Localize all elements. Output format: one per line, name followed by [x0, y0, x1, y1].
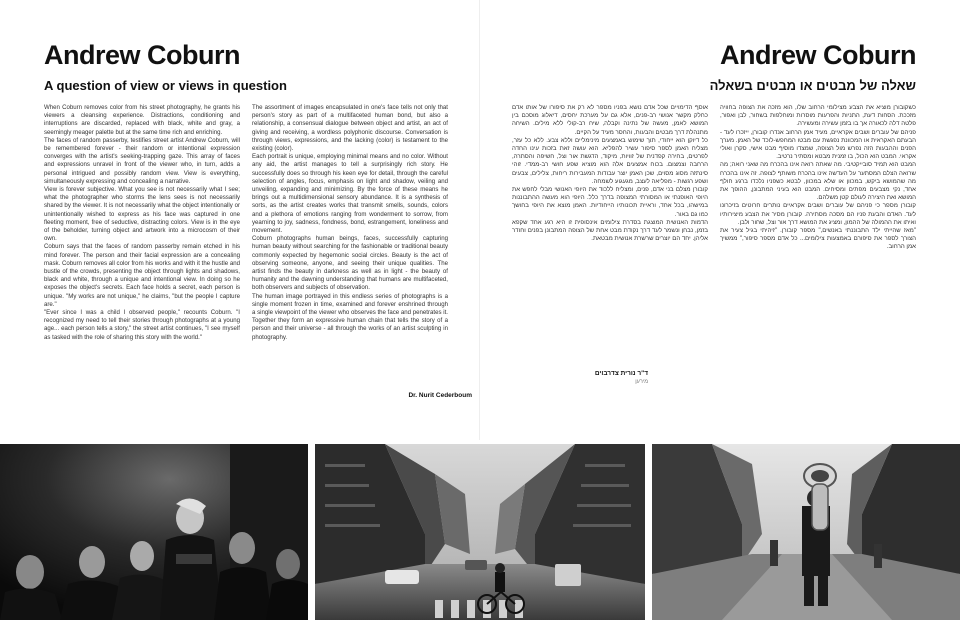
page-subtitle: A question of view or views in question [44, 78, 287, 93]
paragraph: קובורן מספר כי פניהם של עוברים ושבים אקראיים נותרים חרוטים בזיכרונו לעד. האדם והבעת פניו הם מסכה מסתירה. קובורן מסיר את הצבע מיצירותיו ואיתו את ההמולה של ההמון, ומציג את המושא דרך אור וצל, שחור ולבן. [720, 202, 916, 226]
page-subtitle-hebrew: שאלה של מבטים או מבטים בשאלה [709, 78, 916, 93]
paragraph: קובורן מצלם בני אדם, פנים, ומצליח ללכוד את היופי האנושי מבלי לחפש את היופי האופנתי או המסורתי המצופה בדרך כלל. היופי הוא מעשה ההתבוננות במישהו, בכל אחד, וראיית תכונותיו הייחודיות. האמן מוצא את היופי בחושך כמו גם באור. [512, 186, 708, 218]
paragraph: Each portrait is unique, employing minimal means and no color. Without any aid, the artist manages to tell a surprisingly rich story. He successfully does so through his keen eye for detail, through the careful selection of angles, focus, emphasis on light and shadow, veiling and unveiling, expanding and minimizing. By the force of these means he brings out a multidimensional sensory abundance. It is a synthesis of sorts, as the artist creates works that transmit smells, sounds, colors and a plethora of emotions ranging from wonderment to sorrow, from yearning to joy, sadness, fondness, bond, estrangement, loneliness and movement. [252, 153, 448, 235]
paragraph: The human image portrayed in this endless series of photographs is a single moment frozen in time, examined and forever enshrined through a single viewpoint of the viewer who observes the face and penetrates it. Together they form an expressive human chain that tells the story of a person and their universe - all through the works of an artist sculpting in photography. [252, 292, 448, 341]
photo-city-street [315, 444, 645, 620]
paragraph: הדמות האנושית המוצגת בסדרת צילומים אינסופית זו היא רגע אחד שקפא בזמן, נבחן ונשמר לעד דרך נקודת מבט אחת של הצופה המתבונן בפנים וחודר אליהן. יחד הם יוצרים שרשרת אנושית מבטאת. [512, 218, 708, 243]
page-title: Andrew Coburn [44, 40, 240, 70]
text-column-hebrew-2 [512, 104, 708, 243]
paragraph: Coburn photographs human beings, faces, successfully capturing human beauty without searching for the fashionable or traditional beauty commonly expected by hegemonic social circles. Beauty is the act of observing someone, anyone, and seeing their unique qualities. The artist finds the beauty in darkness as well as in light - the beauty of humanity and the dawning understanding that humans are multifaceted, both observers and subjects of observation. [252, 235, 448, 292]
signature-role: מירען [635, 379, 648, 385]
paragraph: אוסף הדימויים שכל אדם נושא בפניו מספר לא רק את סיפורו של אותו אדם כחלק מקשר אנושי רב-פנים, אלא גם על מערכת יחסים, דיאלוג מוסכם בין המושא לאמן, מעשה של נתינה וקבלה, שיח רב-קולי ללא מילים. השיחה מתנהלת דרך מבטים והבעות, והחסר מעיד על הקיים. [512, 104, 708, 136]
paragraph: View is forever subjective. What you see is not necessarily what I see; what the photographer who storms the lens sees is not necessarily shared by the viewer. It is not necessarily what the object intentionally or unintentionally wished to express as his face was captured in one fleeting moment, free of seductive, distracting colors. View is in the eye of the beholder, turning object and artwork into a microcosm of their own. [44, 186, 240, 243]
photo-group-of-men [0, 444, 308, 620]
paragraph: The faces of random passerby, testifies street artist Andrew Coburn, will be remembered forever - their random or intentional expression converges with the artist's seeking-trapping gaze. This array of faces and expressions unravel in front of the viewer who, in turn, adds a personal intrigued and possibly random view. View is everything, simultaneously expressing and concealing a narrative. [44, 136, 240, 185]
paragraph: When Coburn removes color from his street photography, he grants his viewers a cleansing experience. Distractions, conditioning and interruptions are discarded, replaced with black, white and gray, a seemingly meager palette but at the same time rich and enriching. [44, 104, 240, 136]
author-signature-english: Dr. Nurit Cederboum [408, 392, 472, 399]
paragraph: The assortment of images encapsulated in one's face tells not only that person's story as part of a multifaceted human bond, but also a relationship, a consensual dialogue between object and artist, an act of giving and receiving, a wordless polyphonic discourse. Conversation is through views, expressions, and the lacking (color) is testament to the existing (color). [252, 104, 448, 153]
text-column-hebrew-1 [720, 104, 916, 252]
page-title-hebrew: Andrew Coburn [720, 40, 916, 70]
english-page [0, 0, 480, 440]
signature-name: ד"ר נורית צדרבוים [594, 370, 648, 377]
paragraph: "Ever since I was a child I observed people," recounts Coburn. "I recognized my need to tell their stories through photographs at a young age... each person tells a story," the street artist continues, "I see myself as tasked with the role of sharing this story with the world." [44, 309, 240, 341]
photo-tuba-player [652, 444, 960, 620]
paragraph: המבט הוא תמיד סובייקטיבי. מה שאתה רואה אינו בהכרח מה שאני רואה; מה שרואה הצלם המסתער על העדשה אינו בהכרח משותף לצופה. זה אינו בהכרח מה שהמושא ביקש, במכוון או שלא במכוון, לבטא כשפניו נלכדו ברגע חולף אחד, נקי מצבעים מפתים ומסיחים. המבט הוא בעיני המתבונן, ההופך את המושא ואת היצירה לעולם קטן משלהם. [720, 161, 916, 202]
paragraph: כשקובורן מוציא את הצבע מצילומי הרחוב שלו, הוא מזכה את הצופה בחוויה מזככת. הסחות דעת, התניות והפרעות מוסרות ומוחלפות בשחור, לבן ואפור, פלטה דלה לכאורה אך בו בזמן עשירה ומעשירה. [720, 104, 916, 128]
paragraph: פניהם של עוברים ושבים אקראיים, מעיד אמן הרחוב אנדרו קובורן, ייזכרו לעד - הבעתם האקראית או המכוונת נפגשת עם מבטו המחפש-לוכד של האמן. מערך הפנים וההבעות הזה נפרש מול הצופה, שמצדו מוסיף מבט אישי, סקרן ואולי אקראי. המבט הוא הכול, בו זמנית מבטא ומסתיר נרטיב. [720, 128, 916, 161]
paragraph: כל דיוקן הוא ייחודי, תוך שימוש באמצעים מינימליים וללא צבע. ללא כל עזר, מצליח האמן לספר סיפור עשיר להפליא. הוא עושה זאת בזכות עינו החדה לפרטים, בחירה קפדנית של זוויות, מיקוד, הדגשת אור וצל, חשיפה והסתרה, הרחבה וצמצום. בכוח אמצעים אלה הוא מוציא שפע חושי רב-ממדי. זוהי סינתזה מסוג מסוים, שכן האמן יוצר עבודות המעבירות ריחות, צלילים, צבעים ושפע רגשות - מפליאה לעצב, מגעגוע לשמחה. [512, 136, 708, 185]
text-column-2 [252, 104, 448, 342]
text-column-1 [44, 104, 240, 342]
paragraph: "מאז שהייתי ילד התבוננתי באנשים," מספר קובורן. "זיהיתי בגיל צעיר את הצורך לספר את סיפורם באמצעות צילומים... כל אדם מספר סיפור," ממשיך אמן הרחוב. [720, 227, 916, 251]
paragraph: Coburn says that the faces of random passerby remain etched in his mind forever. The person and their facial expression are a concealing mask. Coburn removes all color from his works and with it the hustle and bustle of the crowds, presenting the object through lights and shadows, black and white, through a unique and intentional view. In doing so he exposes the object's secrets. Each face holds a secret, each person is unique. "My works are not unique," he claims, "but the people I capture are." [44, 243, 240, 308]
author-signature-hebrew [528, 370, 648, 385]
